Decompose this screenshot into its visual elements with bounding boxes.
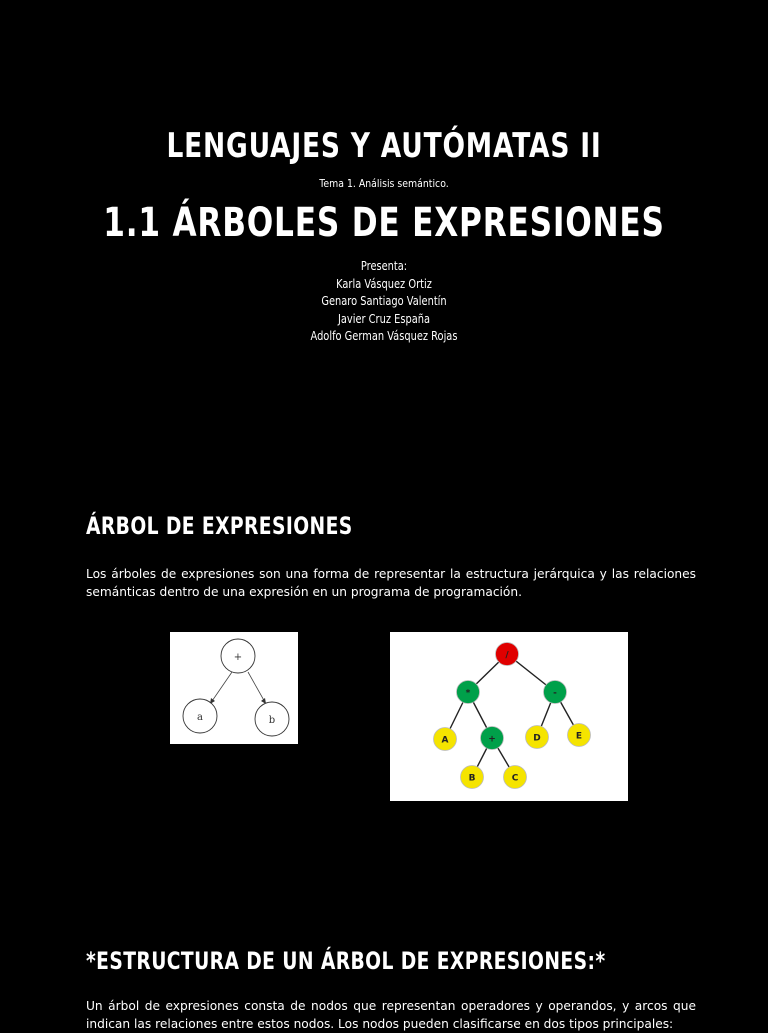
node-label: - [553, 688, 557, 699]
section-heading-arbol: ÁRBOL DE EXPRESIONES [86, 512, 353, 540]
node-label: a [197, 712, 203, 723]
presenter-name: Adolfo German Vásquez Rojas [310, 329, 458, 343]
presenter-name: Karla Vásquez Ortiz [336, 276, 432, 291]
node-label: b [268, 715, 276, 726]
node-label: + [233, 652, 243, 663]
topic-subtitle: Tema 1. Análisis semántico. [319, 177, 449, 190]
node-label: B [468, 773, 476, 784]
node-label: C [511, 773, 519, 784]
node-label: A [441, 735, 449, 746]
simple-expression-tree-figure [170, 632, 298, 744]
presenters-label: Presenta: [360, 259, 408, 273]
colored-expression-tree-figure [390, 632, 628, 801]
section-title: 1.1 ÁRBOLES DE EXPRESIONES [103, 200, 665, 246]
node-label: E [575, 731, 583, 742]
presenter-name: Genaro Santiago Valentín [321, 294, 447, 308]
node-label: * [465, 688, 471, 699]
presenters-block [69, 258, 699, 346]
section-heading-estructura: *ESTRUCTURA DE UN ÁRBOL DE EXPRESIONES:* [86, 947, 606, 975]
presenter-name: Javier Cruz España [337, 311, 431, 326]
section-paragraph-arbol: Los árboles de expresiones son una forma de representar la estructura jerárquica y las relaciones semánticas dentro de una expresión en un programa de programación. [86, 567, 696, 599]
node-label: / [505, 650, 509, 661]
node-label: D [533, 733, 541, 744]
document-title: LENGUAJES Y AUTÓMATAS II [166, 126, 602, 166]
node-label: + [488, 734, 496, 745]
section-paragraph-estructura: Un árbol de expresiones consta de nodos que representan operadores y operandos, y arcos que indican las relaciones entre estos nodos. Los nodos pueden clasificarse en dos tipos principales: [86, 999, 696, 1031]
